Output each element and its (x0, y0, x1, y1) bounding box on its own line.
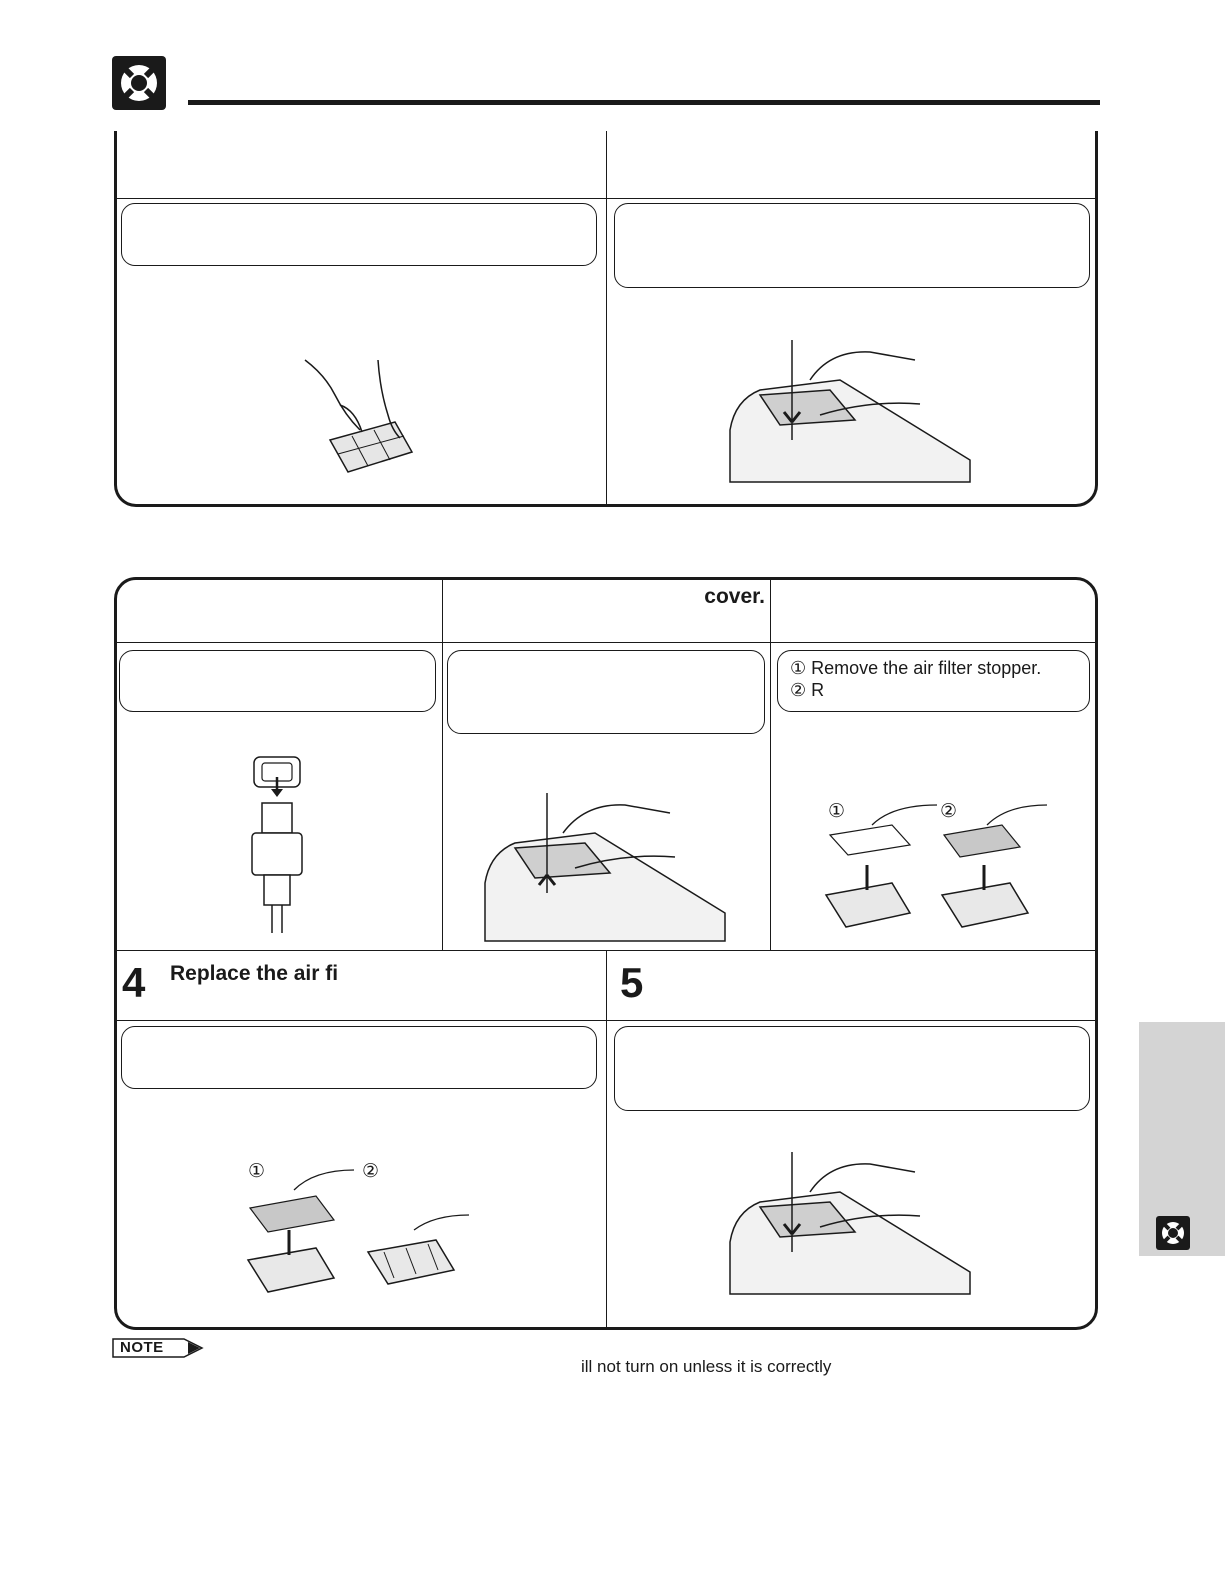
header-rule (188, 100, 1100, 105)
step-2-title: cover. (704, 585, 765, 608)
step-3-marker-2: ② (790, 680, 807, 700)
section-1-divider-v (606, 131, 607, 504)
header-icon-box (112, 56, 166, 110)
section-1-left-instruction (121, 203, 597, 266)
lifebuoy-icon (112, 56, 166, 110)
section-2-divider-a (442, 580, 443, 950)
step-3-instruction (777, 650, 1090, 712)
filter-cleaning-illustration (300, 360, 430, 490)
step-4-instruction (121, 1026, 597, 1089)
step-3-line-2 (790, 679, 1081, 701)
note-badge (112, 1338, 204, 1358)
step-4-fig-marker-1: ① (248, 1161, 266, 1182)
step-1-instruction (119, 650, 436, 712)
lifebuoy-icon (1156, 1216, 1190, 1250)
note-badge-label: NOTE (120, 1339, 164, 1356)
side-tab (1139, 1022, 1225, 1256)
step-4-title: Replace the air fi (170, 962, 339, 985)
note-text: ill not turn on unless it is correctly (581, 1357, 832, 1376)
step-5-number: 5 (620, 959, 644, 1006)
section-3-divider-v (606, 950, 607, 1327)
step-3-marker-1: ① (790, 658, 807, 678)
step-4-number: 4 (122, 959, 146, 1006)
section-2-divider-b (770, 580, 771, 950)
section-2-header-rule (116, 642, 1096, 643)
projector-cover-illustration-1 (720, 340, 980, 490)
section-1-right-instruction (614, 203, 1090, 288)
filter-removal-illustration (822, 805, 1062, 935)
step-3-line-1 (790, 657, 1081, 679)
step-3-fig-marker-1: ① (828, 801, 846, 822)
section-1-header-rule (116, 198, 1096, 199)
step-4-fig-marker-2: ② (362, 1161, 380, 1182)
filter-replacement-illustration (244, 1170, 484, 1300)
power-plug-illustration (240, 755, 320, 935)
projector-cover-illustration-3 (720, 1152, 980, 1302)
projector-cover-illustration-2 (475, 793, 735, 943)
step-5-instruction (614, 1026, 1090, 1111)
step-3-fig-marker-2: ② (940, 801, 958, 822)
side-tab-icon-box (1156, 1216, 1190, 1250)
step-3-text-1: Remove the air filter stopper. (811, 658, 1042, 678)
step-3-text-2: R (811, 680, 825, 700)
step-2-instruction (447, 650, 765, 734)
